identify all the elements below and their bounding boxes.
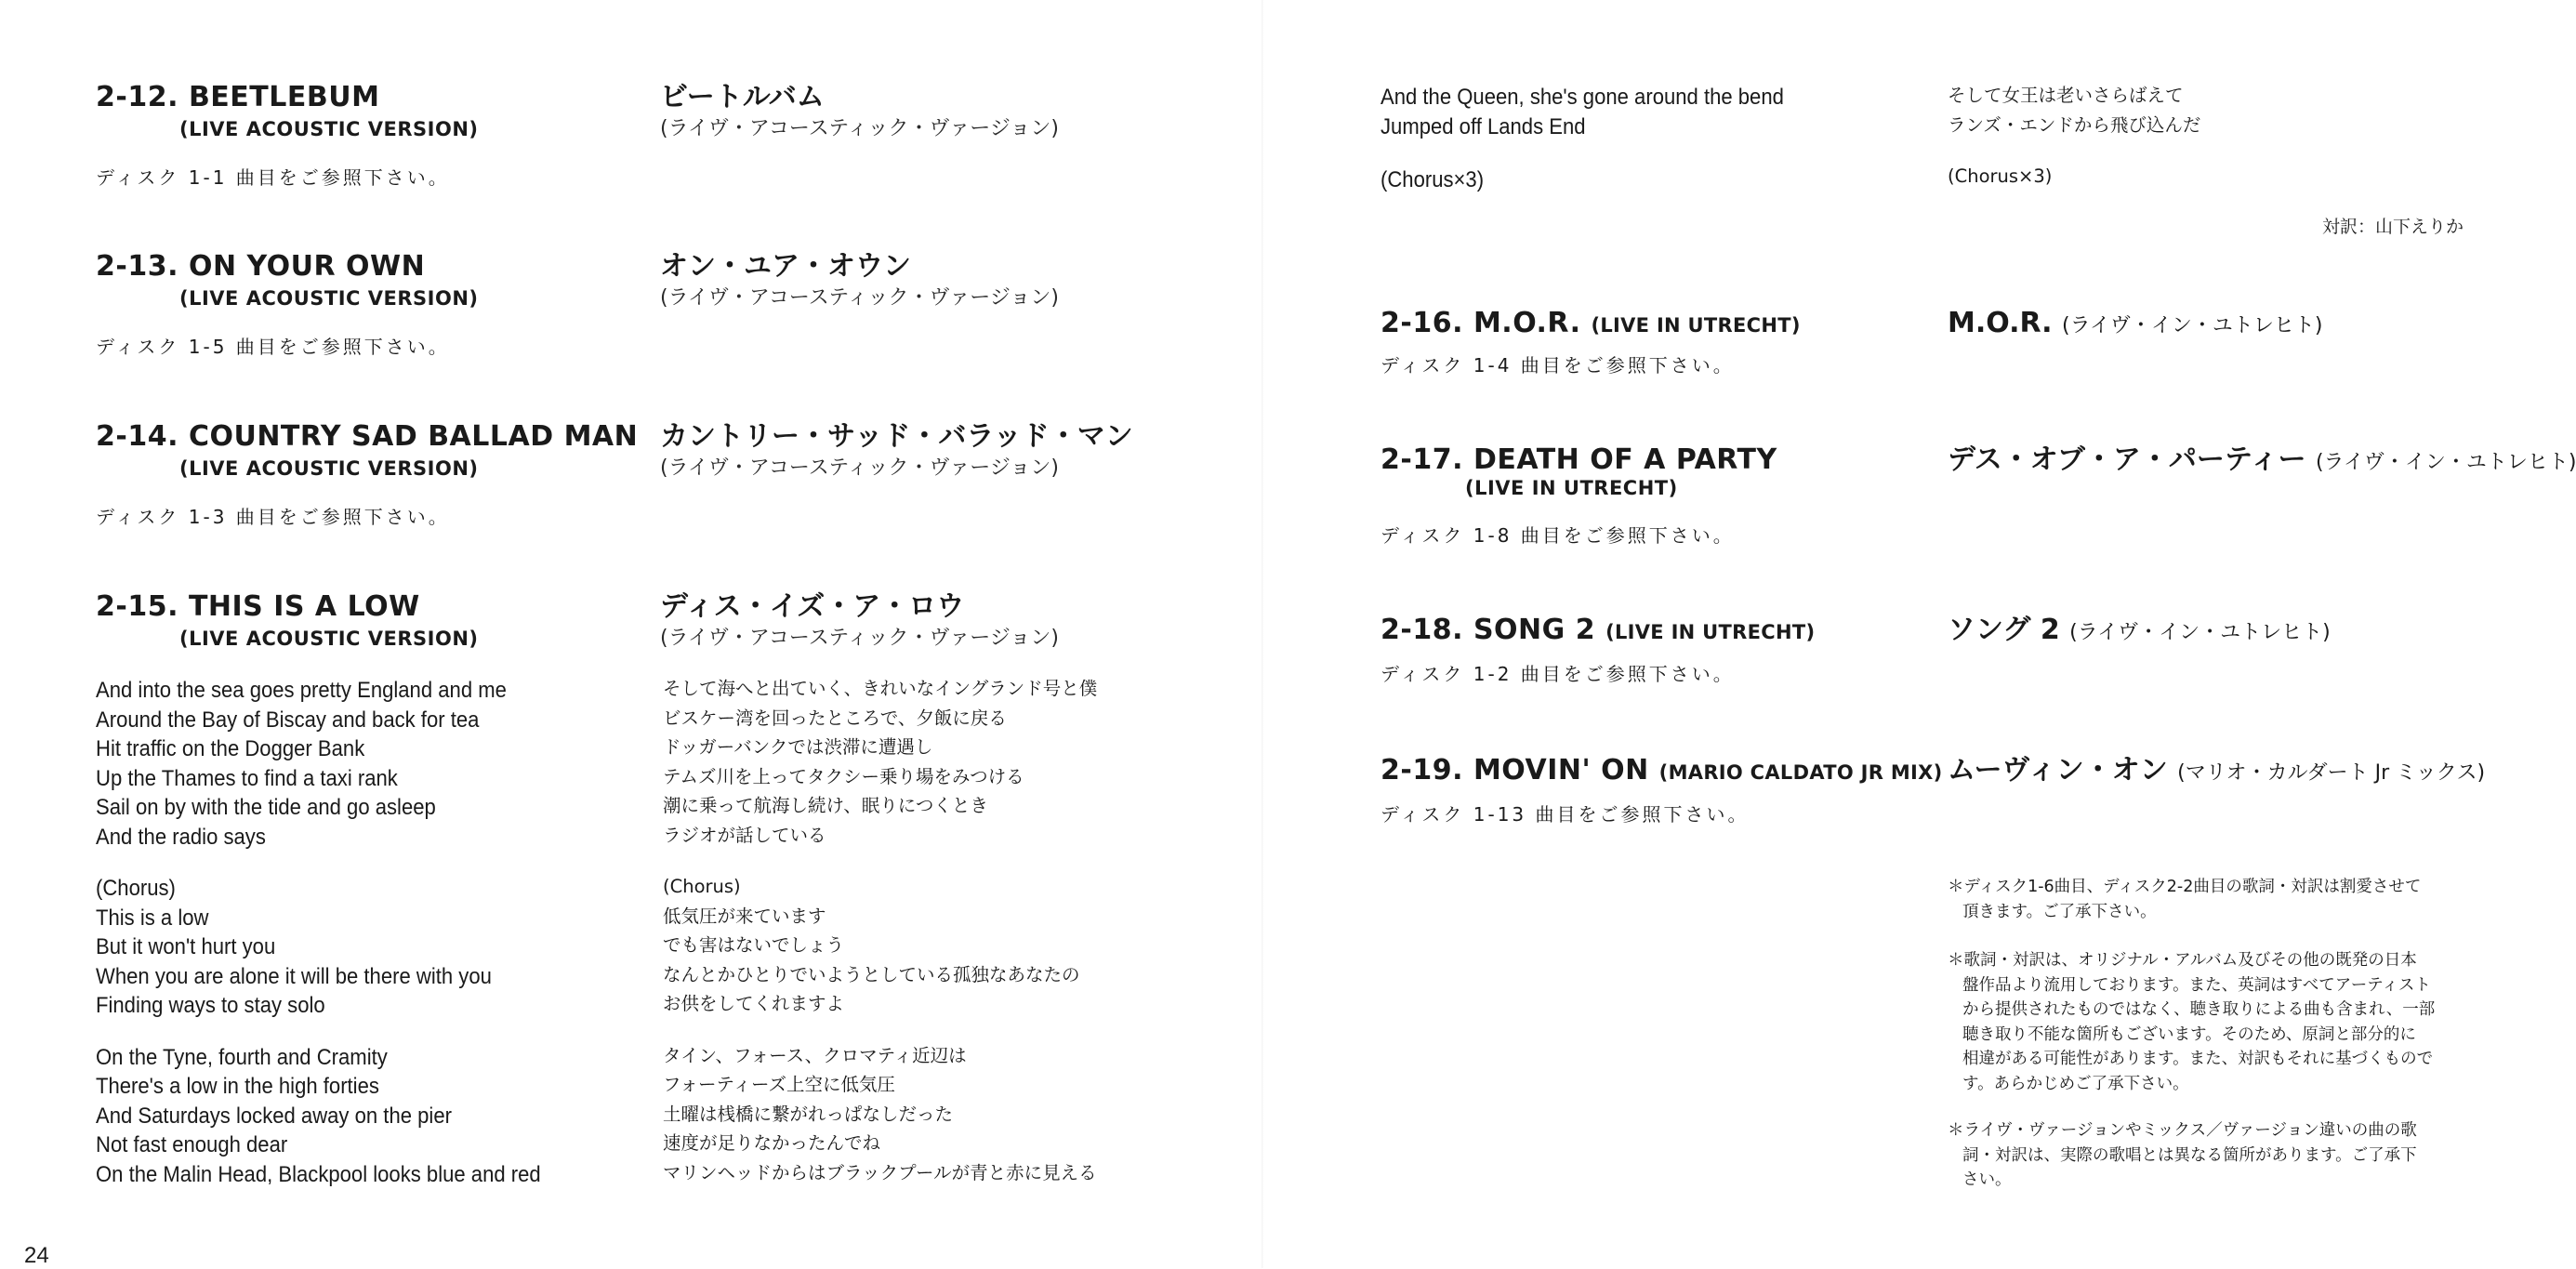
track-heading-2-16 [1380, 307, 1801, 342]
lyric-line: 土曜は桟橋に繋がれっぱなしだった [663, 1103, 954, 1125]
track-jp-subtitle: (ライヴ・イン・ユトレヒト) [2069, 621, 2331, 644]
lyric-line: 低気圧が来ています [663, 905, 826, 927]
lyric-line: And the radio says [96, 824, 266, 850]
track-title: SONG 2 [1473, 614, 1596, 646]
track-subtitle: (LIVE ACOUSTIC VERSION) [179, 457, 479, 480]
track-heading-2-18 [1380, 614, 1815, 649]
track-jp-subtitle: (ライヴ・イン・ユトレヒト) [2062, 314, 2323, 337]
track-number: 2-16. [1380, 307, 1463, 339]
track-title: DEATH OF A PARTY [1473, 443, 1777, 476]
lyrics-english-continued [1380, 83, 1784, 141]
track-jp-title: ビートルバム [660, 81, 825, 113]
track-reference-note: ディスク 1-13 曲目をご参照下さい。 [1380, 803, 1750, 826]
lyric-line: And the Queen, she's gone around the bend [1380, 85, 1784, 110]
chorus-repeat-japanese: (Chorus×3) [1948, 165, 2053, 187]
lyric-line: (Chorus) [96, 876, 176, 901]
footnote-line: さい。 [1962, 1170, 2012, 1189]
lyric-line: フォーティーズ上空に低気圧 [663, 1074, 895, 1095]
footnote-line: 頂きます。ご了承下さい。 [1962, 902, 2157, 921]
track-subtitle: (MARIO CALDATO JR MIX) [1658, 761, 1943, 784]
lyric-line: お供をしてくれますよ [663, 993, 845, 1014]
lyric-line: テムズ川を上ってタクシー乗り場をみつける [663, 765, 1024, 787]
track-title: THIS IS A LOW [188, 590, 420, 623]
lyric-line: This is a low [96, 905, 209, 931]
lyric-line: Hit traffic on the Dogger Bank [96, 736, 365, 761]
footnote-line: から提供されたものではなく、聴き取りによる曲も含まれ、一部 [1962, 1000, 2436, 1019]
footnote-line: ＊ライヴ・ヴァージョンやミックス／ヴァージョン違いの曲の歌 [1948, 1121, 2417, 1140]
lyric-line: ラジオが話している [663, 824, 826, 846]
track-reference-note: ディスク 1-3 曲目をご参照下さい。 [96, 506, 450, 528]
lyric-line: でも害はないでしょう [663, 934, 845, 956]
footnote [1948, 948, 2477, 1096]
track-subtitle: (LIVE IN UTRECHT) [1591, 314, 1801, 337]
track-subtitle: (LIVE IN UTRECHT) [1465, 477, 1678, 499]
lyric-line: But it won't hurt you [96, 934, 276, 959]
lyric-line: On the Malin Head, Blackpool looks blue and red [96, 1161, 541, 1187]
track-reference-note: ディスク 1-1 曲目をご参照下さい。 [96, 166, 450, 189]
lyric-line: ランズ・エンドから飛び込んだ [1948, 113, 2201, 136]
track-subtitle: (LIVE ACOUSTIC VERSION) [179, 118, 479, 140]
lyrics-stanza [96, 874, 541, 1021]
lyrics-stanza [663, 674, 1097, 850]
right-page [1262, 0, 2576, 1268]
track-jp-subtitle: (ライヴ・アコースティック・ヴァージョン) [660, 117, 1060, 140]
lyrics-stanza [96, 1043, 541, 1190]
lyric-line: And Saturdays locked away on the pier [96, 1103, 452, 1129]
lyric-line: Sail on by with the tide and go asleep [96, 795, 436, 820]
track-jp-heading [1948, 443, 2576, 480]
lyric-line: そして海へと出ていく、きれいなイングランド号と僕 [663, 678, 1098, 699]
track-jp-heading [1948, 307, 2323, 343]
track-number: 2-14. [96, 420, 178, 453]
track-reference-note: ディスク 1-8 曲目をご参照下さい。 [1380, 524, 1735, 547]
lyric-line: マリンヘッドからはブラックプールが青と赤に見える [663, 1161, 1097, 1183]
footnote [1948, 875, 2477, 924]
lyric-line: Not fast enough dear [96, 1132, 288, 1157]
track-heading-2-13 [96, 250, 425, 284]
lyric-line: 速度が足りなかったんでね [663, 1132, 881, 1154]
track-title: M.O.R. [1473, 307, 1581, 339]
lyrics-stanza [663, 872, 1097, 1019]
track-reference-note: ディスク 1-4 曲目をご参照下さい。 [1380, 354, 1735, 377]
track-title: MOVIN' ON [1473, 754, 1649, 787]
lyric-line: Jumped off Lands End [1380, 113, 1586, 139]
track-number: 2-15. [96, 590, 178, 623]
track-number: 2-19. [1380, 754, 1463, 787]
lyrics-japanese [663, 674, 1097, 1210]
lyric-line: (Chorus) [663, 876, 741, 897]
track-jp-subtitle: (ライヴ・イン・ユトレヒト) [2315, 451, 2576, 474]
track-heading-2-17 [1380, 443, 1777, 477]
lyric-line: ビスケー湾を回ったところで、夕飯に戻る [663, 707, 1007, 729]
track-number: 2-12. [96, 81, 178, 113]
page-number: 24 [24, 1243, 49, 1268]
footnote-line: 相違がある可能性があります。また、対訳もそれに基づくもので [1962, 1050, 2434, 1068]
track-jp-heading [1948, 614, 2331, 650]
lyrics-stanza [96, 676, 541, 852]
lyrics-stanza [663, 1041, 1097, 1188]
track-subtitle: (LIVE ACOUSTIC VERSION) [179, 287, 479, 310]
track-heading-2-14 [96, 420, 638, 454]
track-reference-note: ディスク 1-2 曲目をご参照下さい。 [1380, 663, 1735, 685]
track-heading-2-19 [1380, 754, 1943, 789]
track-number: 2-18. [1380, 614, 1463, 646]
track-jp-title: ソング 2 [1948, 614, 2060, 646]
lyrics-english [96, 676, 541, 1211]
lyric-line: ドッガーバンクでは渋滞に遭遇し [663, 736, 933, 758]
track-jp-subtitle: (ライヴ・アコースティック・ヴァージョン) [660, 456, 1060, 480]
lyric-line: タイン、フォース、クロマティ近辺は [663, 1044, 967, 1066]
lyric-line: When you are alone it will be there with you [96, 963, 492, 989]
track-jp-subtitle: (ライヴ・アコースティック・ヴァージョン) [660, 286, 1060, 310]
lyric-line: Up the Thames to find a taxi rank [96, 765, 398, 791]
lyrics-japanese-continued [1948, 81, 2200, 139]
footnote-line: ＊歌詞・対訳は、オリジナル・アルバム及びその他の既発の日本 [1948, 951, 2417, 970]
track-title: ON YOUR OWN [188, 250, 426, 283]
track-jp-title: ディス・イズ・ア・ロウ [660, 590, 965, 623]
left-page [0, 0, 1262, 1268]
footnote-line: 聴き取り不能な箇所もございます。そのため、原詞と部分的に [1962, 1024, 2416, 1044]
lyric-line: Finding ways to stay solo [96, 993, 325, 1018]
lyric-line: There's a low in the high forties [96, 1074, 379, 1099]
track-subtitle: (LIVE IN UTRECHT) [1605, 621, 1816, 643]
track-title: COUNTRY SAD BALLAD MAN [188, 420, 639, 453]
lyric-line: And into the sea goes pretty England and me [96, 678, 507, 703]
lyric-line: 潮に乗って航海し続け、眠りにつくとき [663, 795, 988, 816]
track-jp-subtitle: (マリオ・カルダート Jr ミックス) [2177, 761, 2486, 785]
lyric-line: そして女王は老いさらばえて [1948, 85, 2184, 106]
footnote-line: す。あらかじめご了承下さい。 [1962, 1074, 2189, 1093]
translator-credit: 対訳：山下えりか [2321, 217, 2464, 237]
track-jp-title: デス・オブ・ア・パーティー [1948, 443, 2306, 476]
track-jp-title: オン・ユア・オウン [660, 250, 911, 283]
track-heading-2-12 [96, 81, 379, 114]
footnote-line: 詞・対訳は、実際の歌唱とは異なる箇所があります。ご了承下 [1962, 1145, 2417, 1165]
track-jp-heading [1948, 754, 2485, 790]
track-number: 2-13. [96, 250, 178, 283]
track-number: 2-17. [1380, 443, 1463, 476]
track-jp-subtitle: (ライヴ・アコースティック・ヴァージョン) [660, 627, 1060, 650]
lyric-line: Around the Bay of Biscay and back for tea [96, 707, 480, 733]
track-jp-title: ムーヴィン・オン [1948, 754, 2168, 787]
footnote [1948, 1118, 2477, 1193]
footnote-line: 盤作品より流用しております。また、英詞はすべてアーティスト [1962, 975, 2431, 995]
lyric-line: On the Tyne, fourth and Cramity [96, 1044, 388, 1070]
footnote-line: ＊ディスク1-6曲目、ディスク2-2曲目の歌詞・対訳は割愛させて [1948, 878, 2422, 896]
chorus-repeat-english: (Chorus×3) [1380, 167, 1485, 192]
track-reference-note: ディスク 1-5 曲目をご参照下さい。 [96, 336, 450, 358]
track-heading-2-15 [96, 590, 420, 624]
track-jp-title: M.O.R. [1948, 307, 2053, 339]
lyric-line: なんとかひとりでいようとしている孤独なあなたの [663, 963, 1080, 985]
track-jp-title: カントリー・サッド・バラッド・マン [660, 420, 1133, 453]
track-subtitle: (LIVE ACOUSTIC VERSION) [179, 628, 479, 650]
track-title: BEETLEBUM [188, 81, 380, 113]
